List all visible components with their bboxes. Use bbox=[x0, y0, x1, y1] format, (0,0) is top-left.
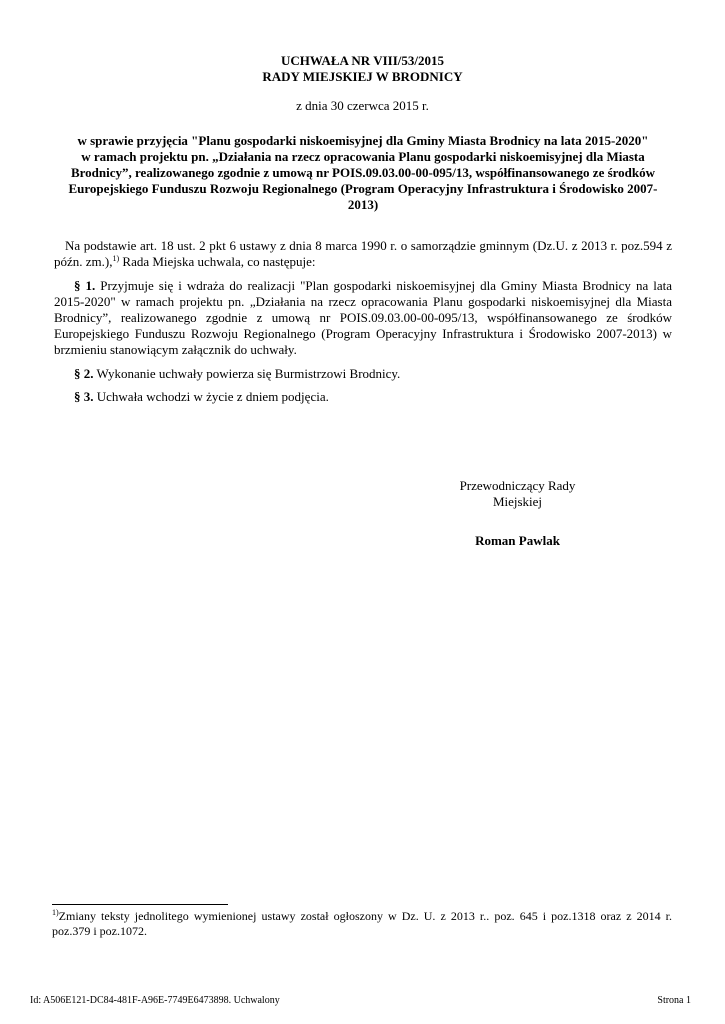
paragraph-3 bbox=[54, 389, 672, 405]
preamble-text-end: Rada Miejska uchwala, co następuje: bbox=[119, 254, 316, 269]
preamble-text: Na podstawie art. 18 ust. 2 pkt 6 ustawy z dnia 8 marca 1990 r. o samorządzie gminnym (Dz.U. z 2013 r. poz.594 z późn. zm.), bbox=[54, 238, 672, 269]
paragraph-marker: § 3. bbox=[74, 389, 94, 404]
paragraph-2 bbox=[54, 366, 672, 382]
resolution-date: z dnia 30 czerwca 2015 r. bbox=[296, 98, 429, 113]
footnote-separator bbox=[52, 904, 228, 905]
subject-line: w sprawie przyjęcia "Planu gospodarki niskoemisyjnej dla Gminy Miasta Brodnicy na lata 2015-2020" bbox=[77, 133, 649, 148]
signature-block bbox=[430, 478, 605, 549]
preamble bbox=[54, 238, 672, 270]
paragraph-text: Uchwała wchodzi w życie z dniem podjęcia. bbox=[93, 389, 329, 404]
signatory-role-continued: Miejskiej bbox=[492, 494, 543, 509]
paragraph-marker: § 1. bbox=[74, 278, 96, 293]
signatory-name: Roman Pawlak bbox=[475, 533, 560, 548]
footnote-marker: 1) bbox=[52, 908, 59, 917]
subject-line: 2013) bbox=[347, 197, 379, 212]
issuing-body: RADY MIEJSKIEJ W BRODNICY bbox=[262, 69, 463, 84]
signatory-role: Przewodniczący Rady bbox=[459, 478, 576, 493]
subject-line: Brodnicy”, realizowanego zgodnie z umową nr POIS.09.03.00-00-095/13, współfinansowanego ze środków bbox=[70, 165, 656, 180]
footnote-reference[interactable]: 1) bbox=[112, 254, 120, 263]
resolution-number: UCHWAŁA NR VIII/53/2015 bbox=[280, 53, 444, 68]
document-id: Id: A506E121-DC84-481F-A96E-7749E6473898. Uchwalony bbox=[30, 995, 280, 1006]
resolution-title bbox=[50, 53, 675, 85]
footnote-text: Zmiany teksty jednolitego wymienionej ustawy został ogłoszony w Dz. U. z 2013 r.. poz. 645 i poz.1318 oraz z 2014 r. poz.379 i poz.1072. bbox=[52, 909, 672, 938]
footnote bbox=[52, 909, 672, 939]
paragraph-text: Przyjmuje się i wdraża do realizacji "Plan gospodarki niskoemisyjnej dla Gminy Miasta Brodnicy na lata 2015-2020" w ramach projektu pn. „Działania na rzecz opracowania Planu gospodarki niskoemisyjnej dla Miasta Brodnicy”, realizowanego zgodnie z umową nr POIS.09.03.00-00-095/13, współfinansowanego ze środków Europejskiego Funduszu Rozwoju Regionalnego (Program Operacyjny Infrastruktura i Środowisko 2007-2013) w brzmieniu stanowiącym załącznik do uchwały. bbox=[54, 278, 672, 357]
subject-line: Europejskiego Funduszu Rozwoju Regionalnego (Program Operacyjny Infrastruktura i Środowisko 2007- bbox=[68, 181, 658, 196]
paragraph-marker: § 2. bbox=[74, 366, 94, 381]
subject-line: w ramach projektu pn. „Działania na rzecz opracowania Planu gospodarki niskoemisyjnej dla Miasta bbox=[81, 149, 645, 164]
page-number: Strona 1 bbox=[657, 995, 691, 1006]
paragraph-text: Wykonanie uchwały powierza się Burmistrzowi Brodnicy. bbox=[93, 366, 401, 381]
paragraph-1 bbox=[54, 278, 672, 358]
resolution-body bbox=[54, 238, 672, 412]
resolution-subject bbox=[54, 133, 672, 213]
